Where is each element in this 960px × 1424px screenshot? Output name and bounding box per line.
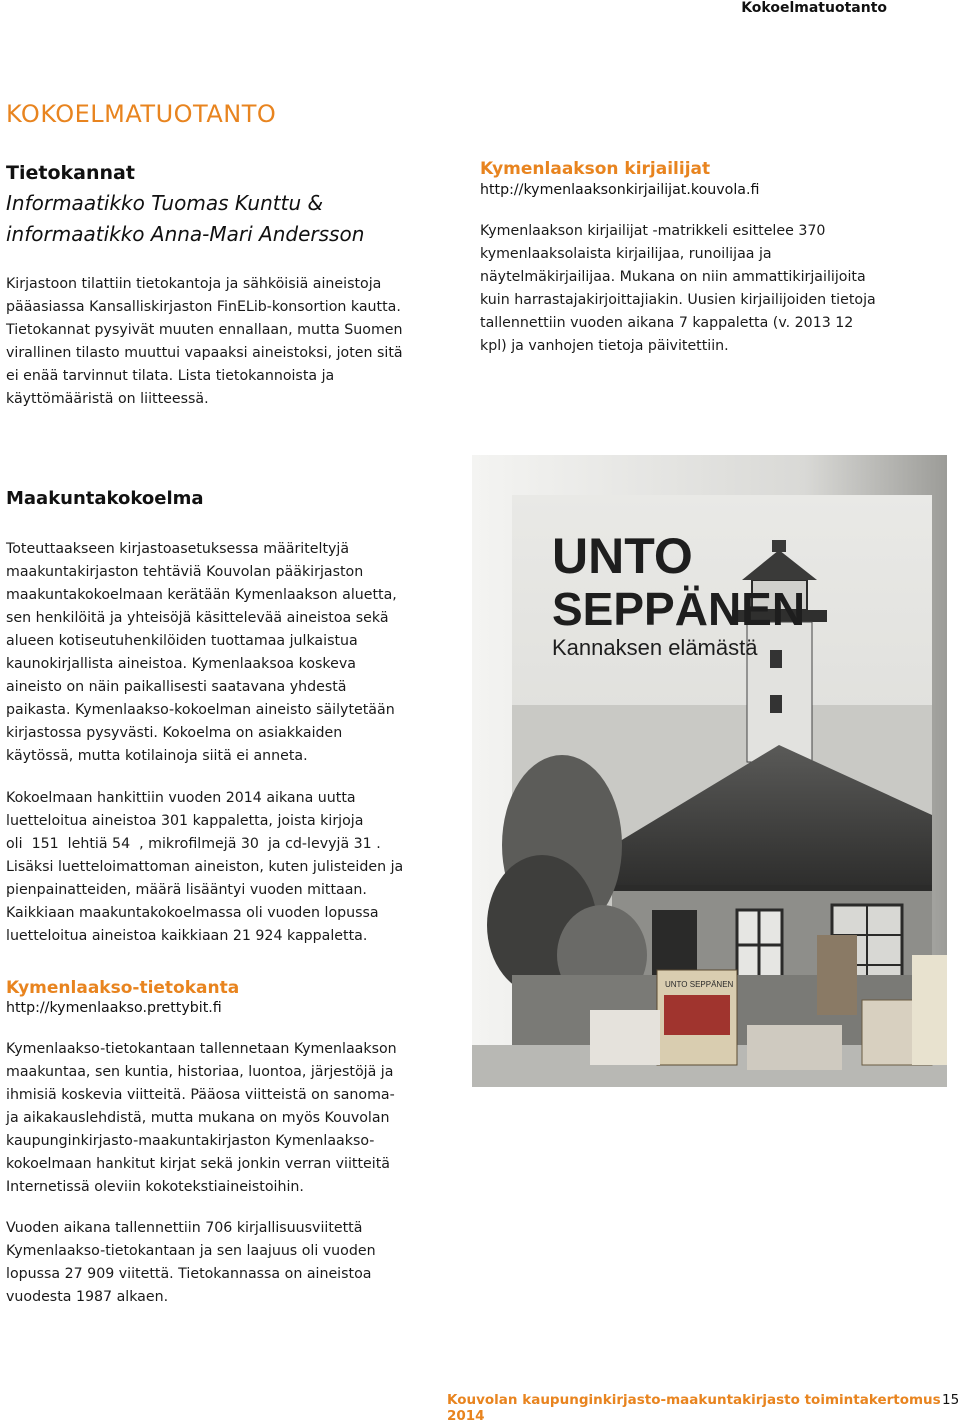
footer-report-title: Kouvolan kaupunginkirjasto-maakuntakirjasto toimintakertomus 2014 — [447, 1392, 941, 1424]
text-line: Tietokannat pysyivät muuten ennallaan, mutta Suomen — [6, 322, 403, 338]
poster-title-line: SEPPÄNEN — [552, 583, 806, 635]
text-line: oli 151 lehtiä 54 , mikrofilmejä 30 ja cd-levyjä 31 . — [6, 836, 381, 852]
text-line: vuodesta 1987 alkaen. — [6, 1289, 169, 1305]
text-line: Vuoden aikana tallennettiin 706 kirjallisuusviitettä — [6, 1220, 363, 1236]
text-line: Internetissä oleviin kokotekstiaineistoihin. — [6, 1179, 304, 1195]
tietokannat-paragraph — [6, 273, 426, 411]
kymenlaakso-tietokanta-paragraph-1 — [6, 1038, 446, 1199]
text-line: Toteuttaakseen kirjastoasetuksessa määriteltyjä — [6, 541, 350, 557]
text-line: tallennettiin vuoden aikana 7 kappaletta (v. 2013 12 — [480, 315, 854, 331]
tietokannat-heading: Tietokannat — [6, 162, 135, 184]
kymenlaakson-kirjailijat-paragraph — [480, 220, 950, 358]
kymenlaakso-tietokanta-url[interactable]: http://kymenlaakso.prettybit.fi — [6, 1000, 222, 1016]
text-line: pienpainatteiden, määrä lisääntyi vuoden mittaan. — [6, 882, 367, 898]
text-line: virallinen tilasto muuttui vapaaksi aineistoksi, joten sitä — [6, 345, 403, 361]
kymenlaakso-tietokanta-heading: Kymenlaakso-tietokanta — [6, 978, 240, 998]
maakuntakokoelma-section — [6, 488, 446, 948]
text-line: ei enää tarvinnut tilata. Lista tietokannoista ja — [6, 368, 335, 384]
exhibition-photo — [472, 455, 947, 1087]
maakuntakokoelma-paragraph-1 — [6, 538, 446, 768]
text-line: pääasiassa Kansalliskirjaston FinELib-konsortion kautta. — [6, 299, 401, 315]
text-line: alueen kotiseutuhenkilöiden tuottamaa julkaistua — [6, 633, 358, 649]
text-line: sen henkilöitä ja yhteisöjä käsittelevää aineistoa sekä — [6, 610, 389, 626]
text-line: Kymenlaakso-tietokantaan ja sen laajuus oli vuoden — [6, 1243, 376, 1259]
tietokannat-subtitle — [6, 188, 426, 250]
text-line: luetteloitua aineistoa kaikkiaan 21 924 kappaletta. — [6, 928, 368, 944]
tietokannat-section — [6, 162, 426, 411]
kymenlaakso-tietokanta-section — [6, 978, 446, 1309]
text-line: paikasta. Kymenlaakso-kokoelman aineisto säilytetään — [6, 702, 395, 718]
subtitle-line: Informaatikko Tuomas Kunttu & — [6, 191, 324, 215]
text-line: Kymenlaakson kirjailijat -matrikkeli esittelee 370 — [480, 223, 826, 239]
kymenlaakso-tietokanta-paragraph-2 — [6, 1217, 446, 1309]
kymenlaakson-kirjailijat-url[interactable]: http://kymenlaaksonkirjailijat.kouvola.fi — [480, 182, 760, 198]
page-title: KOKOELMATUOTANTO — [6, 100, 277, 128]
poster-title-line: UNTO — [552, 528, 693, 584]
text-line: luetteloitua aineistoa 301 kappaletta, joista kirjoja — [6, 813, 364, 829]
text-line: Lisäksi luetteloimattoman aineiston, kuten julisteiden ja — [6, 859, 404, 875]
text-line: näytelmäkirjailijaa. Mukana on niin ammattikirjailijoita — [480, 269, 866, 285]
text-line: maakuntakirjaston tehtäviä Kouvolan pääkirjaston — [6, 564, 364, 580]
maakuntakokoelma-paragraph-2 — [6, 787, 446, 948]
subtitle-line: informaatikko Anna-Mari Andersson — [6, 222, 365, 246]
poster-subtitle: Kannaksen elämästä — [552, 635, 758, 660]
text-line: kaunokirjallista aineistoa. Kymenlaaksoa koskeva — [6, 656, 356, 672]
text-line: kuin harrastajakirjoittajiakin. Uusien kirjailijoiden tietoja — [480, 292, 876, 308]
text-line: aineisto on näin paikallisesti saatavana yhdestä — [6, 679, 347, 695]
kymenlaakson-kirjailijat-heading: Kymenlaakson kirjailijat — [480, 159, 711, 179]
text-line: käyttömääristä on liitteessä. — [6, 391, 209, 407]
text-line: kokoelmaan hankitut kirjat sekä jonkin verran viitteitä — [6, 1156, 390, 1172]
text-line: Kymenlaakso-tietokantaan tallennetaan Kymenlaakson — [6, 1041, 397, 1057]
text-line: maakuntakokoelmaan kerätään Kymenlaakson aluetta, — [6, 587, 397, 603]
text-line: Kirjastoon tilattiin tietokantoja ja sähköisiä aineistoja — [6, 276, 382, 292]
footer-page-number: 15 — [942, 1392, 960, 1408]
text-line: Kokoelmaan hankittiin vuoden 2014 aikana uutta — [6, 790, 356, 806]
text-line: lopussa 27 909 viitettä. Tietokannassa on aineistoa — [6, 1266, 372, 1282]
book-cover-text: UNTO SEPPÄNEN — [665, 980, 734, 989]
exhibition-photo-drawing — [472, 455, 947, 1087]
text-line: Kaikkiaan maakuntakokoelmassa oli vuoden lopussa — [6, 905, 379, 921]
text-line: kymenlaaksolaista kirjailijaa, runoilijaa ja — [480, 246, 772, 262]
text-line: ja aikakauslehdistä, mutta mukana on myös Kouvolan — [6, 1110, 390, 1126]
text-line: kaupunginkirjasto-maakuntakirjaston Kymenlaakso- — [6, 1133, 375, 1149]
text-line: kpl) ja vanhojen tietoja päivitettiin. — [480, 338, 729, 354]
text-line: käytössä, mutta kotilainoja siitä ei anneta. — [6, 748, 308, 764]
text-line: ihmisiä koskevia viitteitä. Pääosa viitteistä on sanoma- — [6, 1087, 395, 1103]
text-line: kirjastossa pysyvästi. Kokoelma on asiakkaiden — [6, 725, 343, 741]
running-header-title: Kokoelmatuotanto — [741, 0, 887, 16]
kymenlaakson-kirjailijat-section — [480, 159, 950, 358]
text-line: maakuntaa, sen kuntia, historiaa, luontoa, järjestöjä ja — [6, 1064, 394, 1080]
maakuntakokoelma-heading: Maakuntakokoelma — [6, 488, 204, 509]
